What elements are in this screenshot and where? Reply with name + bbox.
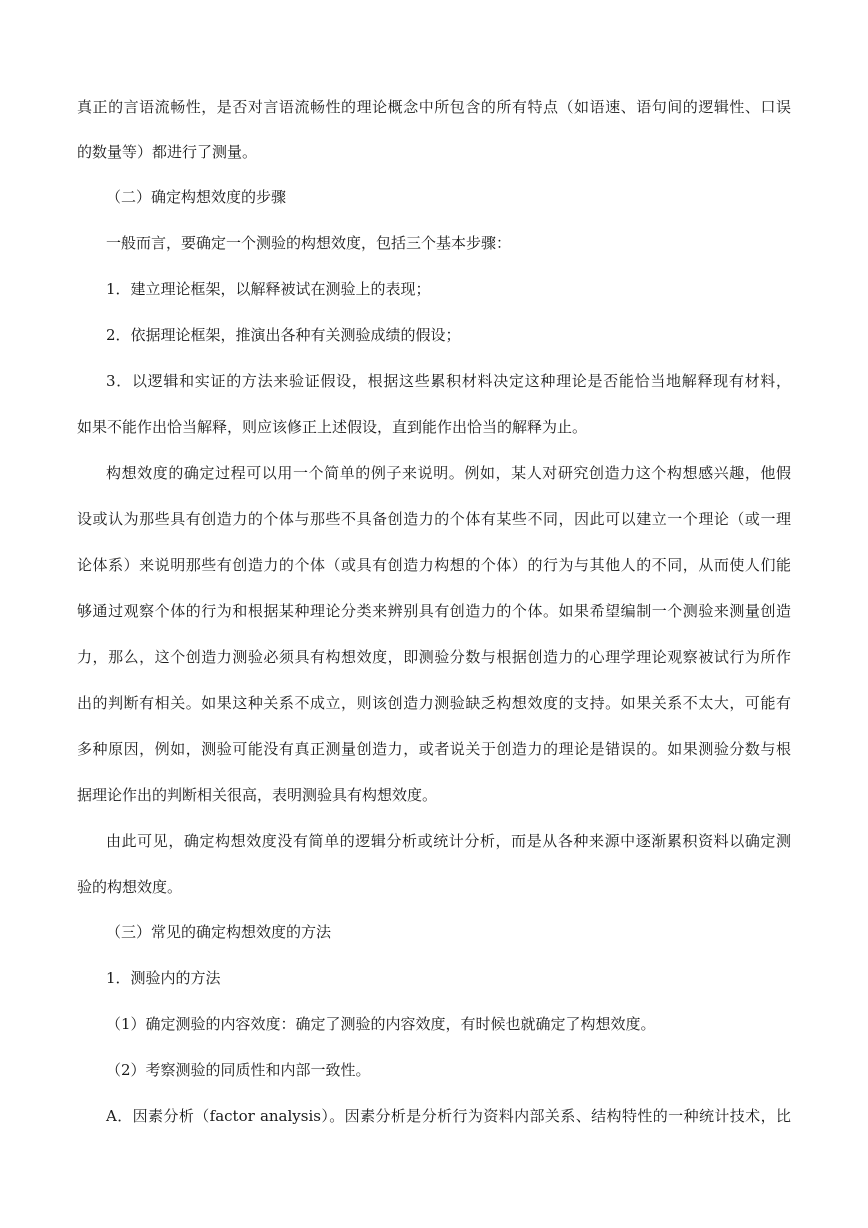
text-line: 力，那么，这个创造力测验必须具有构想效度，即测验分数与根据创造力的心理学理论观察被试行为所作: [77, 648, 791, 666]
text-line: 验的构想效度。: [77, 878, 183, 896]
list-item: （1）确定测验的内容效度：确定了测验的内容效度，有时候也就确定了构想效度。: [106, 1015, 656, 1033]
list-item: （2）考察测验的同质性和内部一致性。: [106, 1061, 371, 1079]
text-line: 论体系）来说明那些有创造力的个体（或具有创造力构想的个体）的行为与其他人的不同，从而使人们能: [77, 556, 791, 574]
text-line: 据理论作出的判断相关很高，表明测验具有构想效度。: [77, 786, 438, 804]
text-line: 真正的言语流畅性，是否对言语流畅性的理论概念中所包含的所有特点（如语速、语句间的逻辑性、口误: [77, 98, 791, 116]
list-item: 1．建立理论框架，以解释被试在测验上的表现；: [106, 280, 431, 298]
text-line: 如果不能作出恰当解释，则应该修正上述假设，直到能作出恰当的解释为止。: [77, 418, 588, 436]
section-heading: （三）常见的确定构想效度的方法: [106, 923, 332, 941]
list-item: A．因素分析（factor analysis）。因素分析是分析行为资料内部关系、结构特性的一种统计技术，比: [106, 1107, 791, 1125]
text-line: 一般而言，要确定一个测验的构想效度，包括三个基本步骤：: [106, 234, 512, 252]
text-line: 的数量等）都进行了测量。: [77, 143, 258, 161]
list-item: 3．以逻辑和实证的方法来验证假设，根据这些累积材料决定这种理论是否能恰当地解释现有材料，: [106, 372, 791, 390]
subheading: 1．测验内的方法: [106, 969, 221, 987]
text-line: 够通过观察个体的行为和根据某种理论分类来辨别具有创造力的个体。如果希望编制一个测验来测量创造: [77, 602, 791, 620]
list-item: 2．依据理论框架，推演出各种有关测验成绩的假设；: [106, 326, 461, 344]
text-line: 多种原因，例如，测验可能没有真正测量创造力，或者说关于创造力的理论是错误的。如果测验分数与根: [77, 740, 791, 758]
section-heading: （二）确定构想效度的步骤: [106, 188, 287, 206]
text-line: 构想效度的确定过程可以用一个简单的例子来说明。例如，某人对研究创造力这个构想感兴趣，他假: [106, 464, 791, 482]
text-line: 由此可见，确定构想效度没有简单的逻辑分析或统计分析，而是从各种来源中逐渐累积资料以确定测: [106, 832, 791, 850]
text-line: 出的判断有相关。如果这种关系不成立，则该创造力测验缺乏构想效度的支持。如果关系不太大，可能有: [77, 694, 791, 712]
text-line: 设或认为那些具有创造力的个体与那些不具备创造力的个体有某些不同，因此可以建立一个理论（或一理: [77, 510, 791, 528]
